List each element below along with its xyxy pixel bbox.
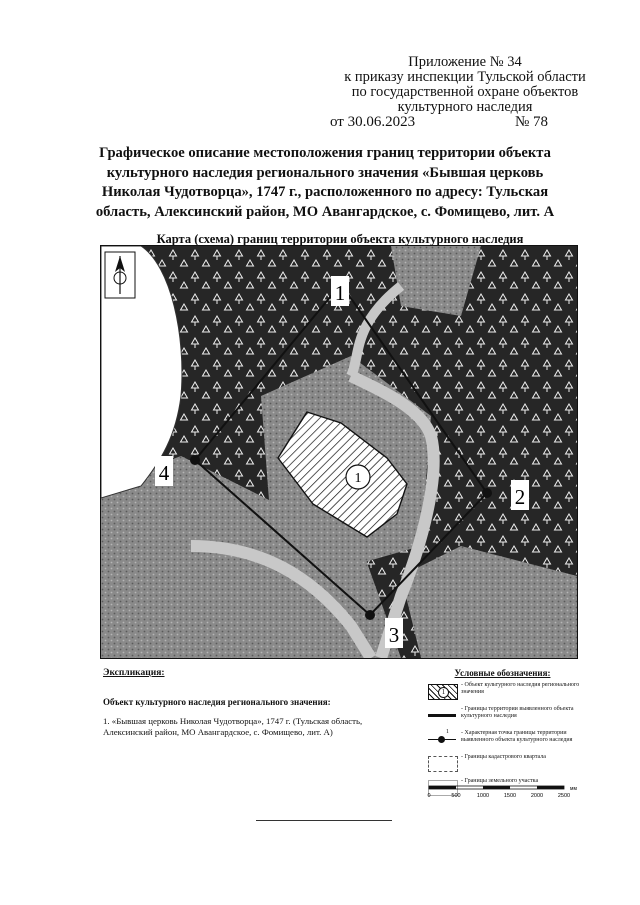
legend-item-point: - Характерная точка границы территории выявленного объекта культурного наследия (461, 730, 573, 743)
footer-divider (256, 820, 392, 821)
legend-row (425, 754, 580, 774)
scale-tick: 1000 (476, 793, 490, 799)
legend-item-object: - Объект культурного наследия регионального значения (461, 682, 580, 695)
explication-subtitle: Объект культурного наследия регионального значения: (103, 697, 331, 707)
legend-row (425, 730, 580, 750)
scale-tick: 1500 (503, 793, 517, 799)
scale-tick: 500 (451, 793, 461, 799)
boundary-point-2 (482, 488, 492, 498)
legend-row (425, 682, 580, 702)
appendix-line-2: по государственной охране объектов (351, 84, 579, 100)
appendix-line-1: к приказу инспекции Тульской области (344, 69, 586, 85)
legend-item-plot: - Границы земельного участка (461, 778, 539, 784)
scale-unit: мм (570, 786, 577, 792)
boundary-map (101, 246, 577, 658)
order-number: № 78 (515, 114, 549, 130)
explication-title: Экспликация: (103, 668, 165, 678)
scale-bar-graphic (427, 784, 577, 804)
point-label-2: 2 (514, 485, 526, 509)
object-label: 1 (354, 471, 362, 486)
scale-tick: 0 (427, 793, 431, 799)
boundary-point-4 (190, 455, 200, 465)
map-caption: Карта (схема) границ территории объекта культурного наследия (156, 232, 524, 246)
legend-item-boundary: - Границы территории выявленного объекта культурного наследия (461, 706, 574, 719)
boundary-line-icon (428, 708, 456, 722)
cadastral-quarter-icon (428, 756, 458, 772)
appendix-header (335, 55, 595, 115)
explication-item: 1. «Бывшая церковь Николая Чудотворца», 1747 г. (Тульская область, Алексинский район, МО Авангардское, с. Фомищево, лит. А) (103, 716, 363, 737)
north-arrow-icon (105, 252, 135, 298)
point-label-4: 4 (158, 461, 170, 485)
legend (425, 668, 580, 802)
order-date: от 30.06.2023 (330, 114, 416, 130)
point-label-1: 1 (334, 281, 346, 305)
scale-tick: 2500 (557, 793, 571, 799)
boundary-point-3 (365, 610, 375, 620)
appendix-line-3: культурного наследия (397, 99, 533, 115)
boundary-point-icon: 1 (428, 732, 456, 746)
legend-title: Условные обозначения: (454, 668, 551, 678)
point-label-3: 3 (388, 623, 400, 647)
legend-item-quarter: - Границы кадастрового квартала (461, 754, 546, 760)
legend-row (425, 706, 580, 726)
order-date-row (330, 114, 580, 131)
appendix-number: Приложение № 34 (408, 54, 522, 70)
scale-bar (427, 784, 577, 804)
object-hatch-icon: 1 (428, 684, 458, 700)
document-title: Графическое описание местоположения границ территории объекта культурного наследия регионального значения «Бывшая церковь Николая Чудотворца», 1747 г., расположенного по адресу: Тульская область, Алексинский район, МО Авангардское, с. Фомищево, лит. А (95, 145, 555, 220)
scale-tick: 2000 (530, 793, 544, 799)
map-frame (100, 245, 578, 659)
